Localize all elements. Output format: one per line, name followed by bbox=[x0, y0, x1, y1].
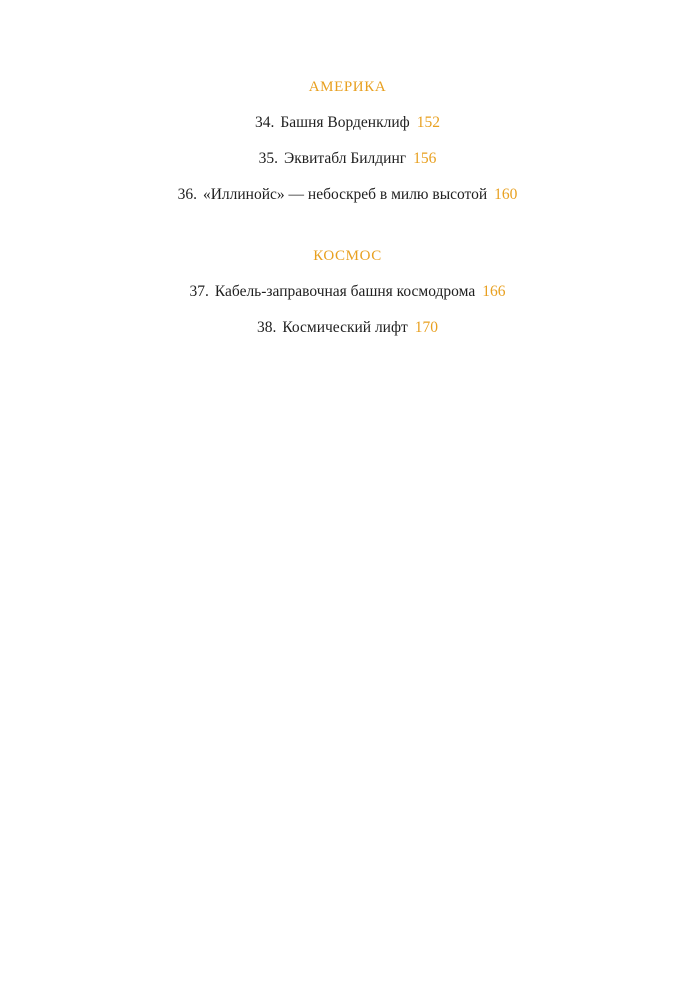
toc-entry bbox=[0, 149, 695, 169]
entry-title: Башня Ворденклиф bbox=[280, 114, 410, 131]
toc-entry bbox=[0, 282, 695, 302]
entry-page-number: 166 bbox=[482, 283, 506, 300]
entry-title: Кабель-заправочная башня космодрома bbox=[214, 283, 476, 300]
entry-number: 38. bbox=[256, 319, 277, 336]
entry-number: 34. bbox=[255, 114, 275, 131]
entry-page-number: 156 bbox=[413, 150, 437, 167]
entry-page-number: 152 bbox=[416, 114, 440, 131]
entry-title: «Иллинойс» — небоскреб в милю высотой bbox=[202, 186, 488, 203]
toc-section-kosmos bbox=[0, 246, 695, 338]
toc-entry bbox=[0, 113, 695, 133]
entry-page-number: 160 bbox=[494, 186, 518, 203]
entry-page-number: 170 bbox=[414, 319, 439, 336]
section-title: АМЕРИКА bbox=[308, 79, 387, 95]
toc-entry bbox=[0, 185, 695, 205]
entry-number: 36. bbox=[177, 186, 197, 203]
section-title: КОСМОС bbox=[313, 248, 382, 264]
entry-title: Эквитабл Билдинг bbox=[284, 150, 407, 167]
toc-entry bbox=[0, 318, 695, 338]
entry-number: 37. bbox=[189, 283, 209, 300]
toc-section-america bbox=[0, 77, 695, 205]
entry-number: 35. bbox=[258, 150, 279, 167]
entry-title: Космический лифт bbox=[282, 319, 408, 336]
